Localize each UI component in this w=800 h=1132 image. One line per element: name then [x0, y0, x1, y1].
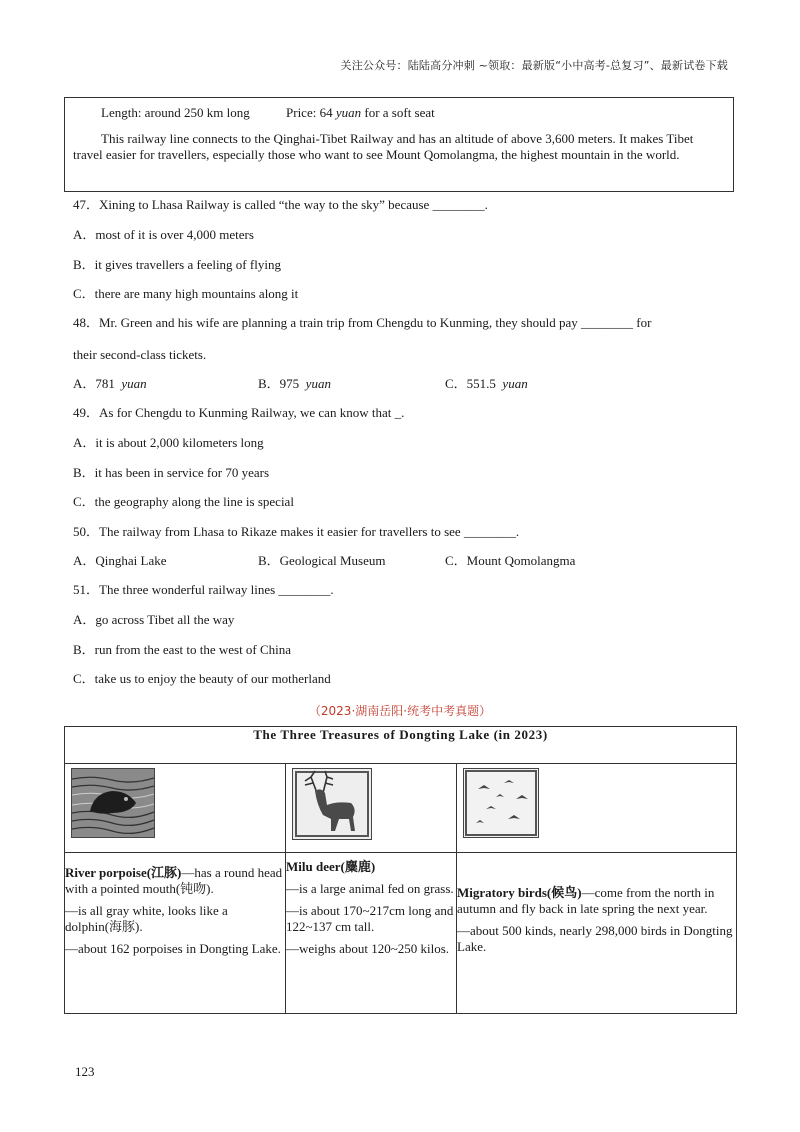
- question-50: 50．The railway from Lhasa to Rikaze makes it easier for travellers to see ________.: [73, 524, 520, 539]
- birds-line-2: —about 500 kinds, nearly 298,000 birds in Dongting Lake.: [457, 923, 733, 954]
- option-51-a: A．go across Tibet all the way: [73, 612, 235, 627]
- option-47-a: A．most of it is over 4,000 meters: [73, 227, 254, 242]
- porpoise-intro: River porpoise(江豚)—has a round head with a pointed mouth(钝吻).: [65, 865, 283, 896]
- question-49: 49．As for Chengdu to Kunming Railway, we can know that _.: [73, 405, 405, 420]
- deer-line-2: —is about 170~217cm long and 122~137 cm tall.: [286, 903, 454, 934]
- porpoise-image-cell: [65, 764, 286, 853]
- option-49-b: B．it has been in service for 70 years: [73, 465, 270, 480]
- birds-image-cell: [457, 764, 737, 853]
- deer-cell: [286, 853, 457, 1014]
- option-49-a: A．it is about 2,000 kilometers long: [73, 435, 264, 450]
- option-50-a: A．Qinghai Lake: [73, 553, 167, 568]
- option-48-a: A．781 yuan: [73, 376, 147, 391]
- question-51: 51．The three wonderful railway lines ________.: [73, 582, 334, 597]
- porpoise-cell: [65, 853, 286, 1014]
- birds-cell: [457, 853, 737, 1014]
- option-49-c: C．the geography along the line is special: [73, 494, 294, 509]
- question-47: 47．Xining to Lhasa Railway is called “the way to the sky” because ________.: [73, 197, 488, 212]
- birds-image: [463, 768, 539, 838]
- option-50-c: C．Mount Qomolangma: [445, 553, 576, 568]
- deer-image-cell: [286, 764, 457, 853]
- birds-intro: Migratory birds(候鸟)—come from the north in autumn and fly back in late spring the next year.: [457, 885, 715, 916]
- option-48-b: B．975 yuan: [258, 376, 331, 391]
- railway-description: This railway line connects to the Qinghai-Tibet Railway and has an altitude of above 3,600 meters. It makes Tibet travel easier for travellers, especially those who want to see Mount Qomolangma, the highest mountain in the world.: [73, 131, 694, 162]
- porpoise-image: [71, 768, 155, 838]
- page-header: 关注公众号：陆陆高分冲刺 ~领取：最新版“小中高考-总复习”、最新试卷下载: [340, 59, 728, 72]
- porpoise-line-2: —is all gray white, looks like a dolphin(海豚).: [65, 903, 228, 934]
- table-title: The Three Treasures of Dongting Lake (in 2023): [65, 727, 737, 764]
- source-label: （2023·湖南岳阳·统考中考真题）: [308, 704, 492, 718]
- question-48-line1: 48．Mr. Green and his wife are planning a train trip from Chengdu to Kunming, they should pay ________ for: [73, 315, 652, 330]
- option-48-c: C．551.5 yuan: [445, 376, 528, 391]
- birds-name: Migratory birds(候鸟): [457, 885, 582, 900]
- option-51-b: B．run from the east to the west of China: [73, 642, 292, 657]
- deer-line-3: —weighs about 120~250 kilos.: [286, 941, 450, 956]
- treasures-table: [64, 726, 737, 1014]
- option-47-c: C．there are many high mountains along it: [73, 286, 299, 301]
- option-50-b: B．Geological Museum: [258, 553, 386, 568]
- porpoise-line-3: —about 162 porpoises in Dongting Lake.: [65, 941, 281, 956]
- porpoise-name: River porpoise(江豚): [65, 865, 182, 880]
- length-price-line: [73, 105, 725, 121]
- question-48-line2: their second-class tickets.: [73, 347, 207, 362]
- option-51-c: C．take us to enjoy the beauty of our motherland: [73, 671, 331, 686]
- price-text: Price: 64 yuan for a soft seat: [286, 105, 435, 120]
- deer-line-1: —is a large animal fed on grass.: [286, 881, 454, 896]
- deer-name: Milu deer(麋鹿): [286, 859, 376, 874]
- option-47-b: B．it gives travellers a feeling of flying: [73, 257, 281, 272]
- length-text: Length: around 250 km long: [101, 105, 250, 120]
- deer-image: [292, 768, 372, 840]
- page-number: 123: [75, 1064, 95, 1079]
- railway-info-box: [64, 97, 734, 192]
